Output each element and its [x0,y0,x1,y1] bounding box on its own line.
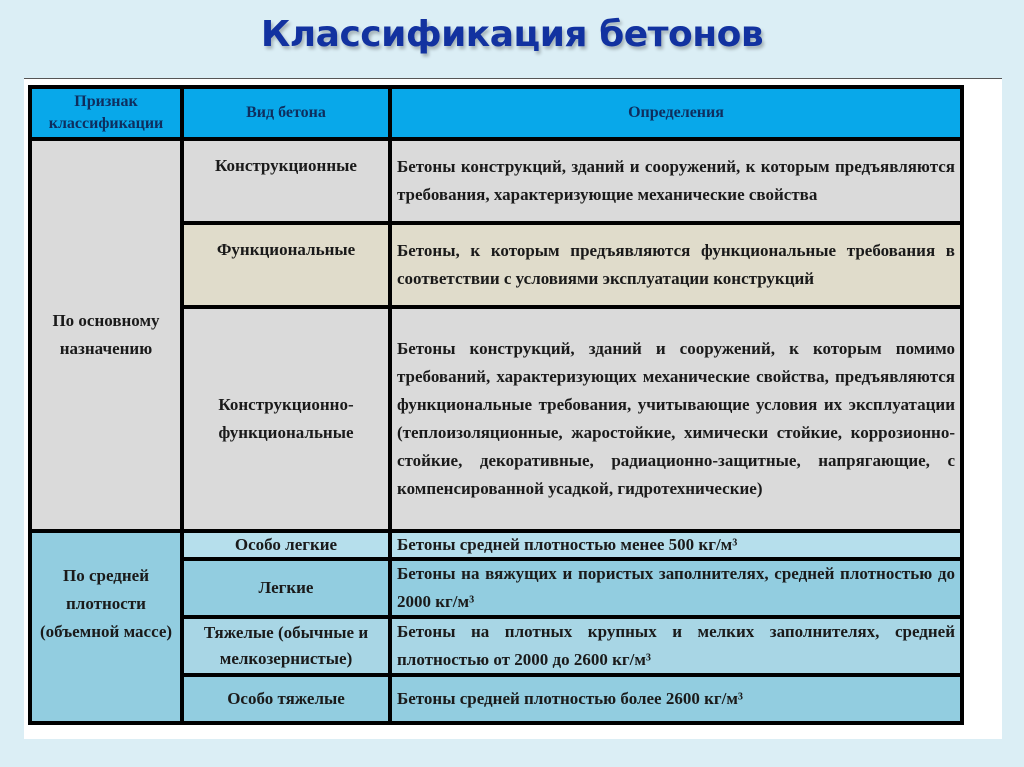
table-row [31,532,961,558]
definition-cell: Бетоны средней плотностью более 2600 кг/м³ [391,676,961,722]
kind-cell: Функциональные [183,224,389,306]
kind-cell: Конструкционно-функциональные [183,308,389,530]
kind-cell: Особо легкие [183,532,389,558]
kind-cell: Особо тяжелые [183,676,389,722]
definition-cell: Бетоны на плотных крупных и мелких заполнителях, средней плотностью от 2000 до 2600 кг/м³ [391,618,961,674]
group-purpose: По основному назначению [31,140,181,530]
header-criterion: Признак классификации [31,88,181,138]
page-title: Классификация бетонов [260,14,764,55]
table-header-row [31,88,961,138]
table-sheet [24,78,1002,739]
classification-table [28,85,964,725]
definition-cell: Бетоны на вяжущих и пористых заполнителях, средней плотностью до 2000 кг/м³ [391,560,961,616]
definition-cell: Бетоны, к которым предъявляются функциональные требования в соответствии с условиями эксплуатации конструкций [391,224,961,306]
kind-cell: Легкие [183,560,389,616]
kind-cell: Конструкционные [183,140,389,222]
definition-cell: Бетоны средней плотностью менее 500 кг/м³ [391,532,961,558]
group-density: По средней плотности (объемной массе) [31,532,181,722]
definition-cell: Бетоны конструкций, зданий и сооружений, к которым помимо требований, характеризующих механические свойства, предъявляются функциональные требования, учитывающие условия их эксплуатации (теплоизоляционные, жаростойкие, химически стойкие, коррозионно-стойкие, декоративные, радиационно-защитные, напрягающие, с компенсированной усадкой, гидротехнические) [391,308,961,530]
table-row [31,140,961,222]
header-concrete-type: Вид бетона [183,88,389,138]
header-definitions: Определения [391,88,961,138]
kind-cell: Тяжелые (обычные и мелкозернистые) [183,618,389,674]
definition-cell: Бетоны конструкций, зданий и сооружений, к которым предъявляются требования, характеризующие механические свойства [391,140,961,222]
